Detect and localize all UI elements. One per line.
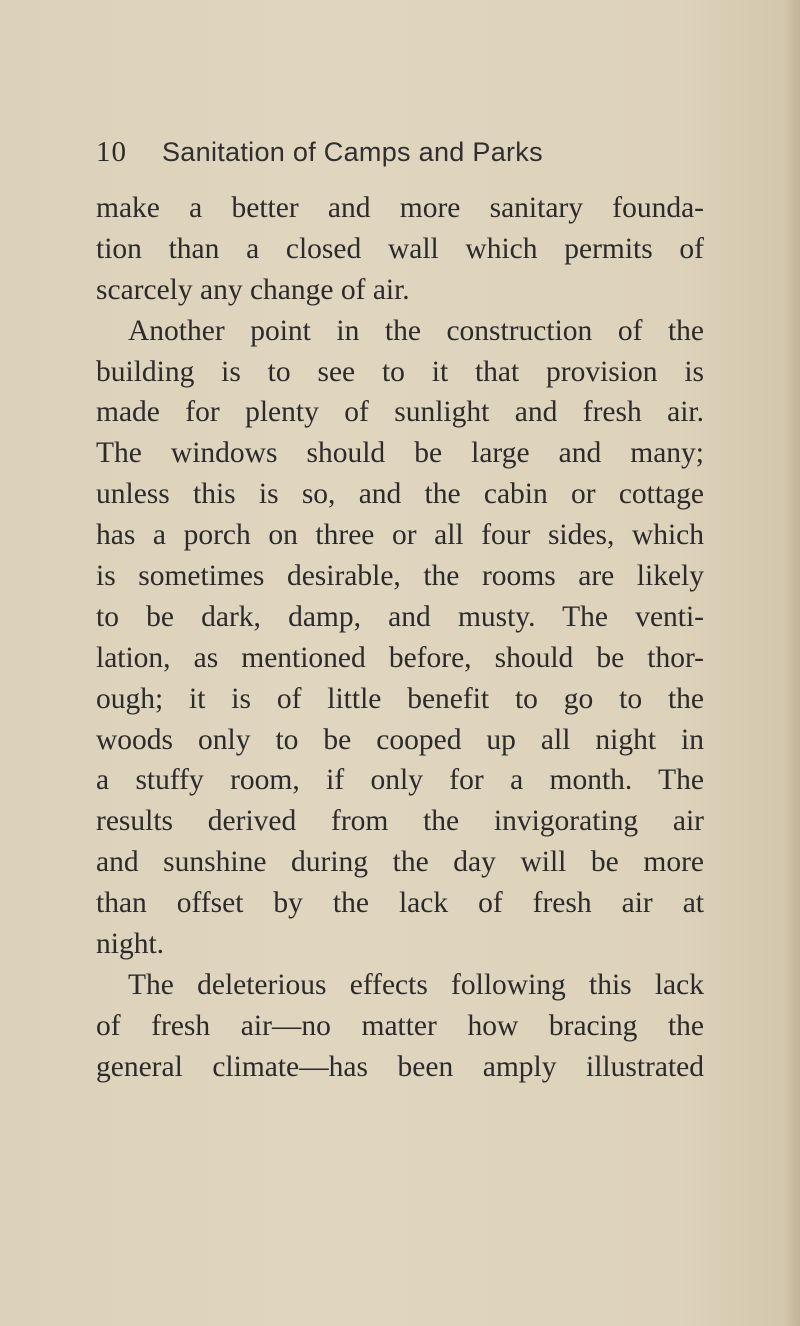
text-line: building is to see to it that provision is (96, 355, 704, 388)
page-number: 10 (96, 136, 127, 168)
text-line: lation, as mentioned before, should be thor- (96, 641, 704, 674)
text-line: results derived from the invigorating air (96, 805, 704, 838)
text-line: general climate—has been amply illustrated (96, 1050, 704, 1083)
text-line: unless this is so, and the cabin or cottage (96, 478, 704, 511)
text-line: made for plenty of sunlight and fresh air. (96, 396, 704, 429)
text-line: of fresh air—no matter how bracing the (96, 1009, 704, 1042)
text-line: and sunshine during the day will be more (96, 846, 704, 879)
text-line: to be dark, damp, and musty. The venti- (96, 600, 704, 633)
text-line: night. (96, 928, 165, 961)
paragraph-3 (96, 965, 704, 1088)
running-title: Sanitation of Camps and Parks (162, 137, 543, 167)
running-head (96, 136, 656, 176)
text-line: tion than a closed wall which permits of (96, 232, 704, 265)
text-line: make a better and more sanitary founda- (96, 192, 704, 224)
text-line: has a porch on three or all four sides, which (96, 519, 704, 552)
text-line: The deleterious effects following this lack (128, 968, 704, 1001)
text-line: a stuffy room, if only for a month. The (96, 764, 704, 797)
body-text (96, 188, 704, 1088)
paragraph-2 (96, 311, 704, 965)
text-line: ough; it is of little benefit to go to the (96, 682, 704, 715)
text-line: scarcely any change of air. (96, 273, 410, 306)
text-line: than offset by the lack of fresh air at (96, 887, 704, 920)
paragraph-1 (96, 188, 704, 311)
page-edge-shading (784, 0, 800, 1326)
text-line: The windows should be large and many; (96, 437, 704, 470)
text-line: woods only to be cooped up all night in (96, 723, 704, 756)
text-line: Another point in the construction of the (128, 314, 704, 347)
text-line: is sometimes desirable, the rooms are likely (96, 560, 704, 593)
